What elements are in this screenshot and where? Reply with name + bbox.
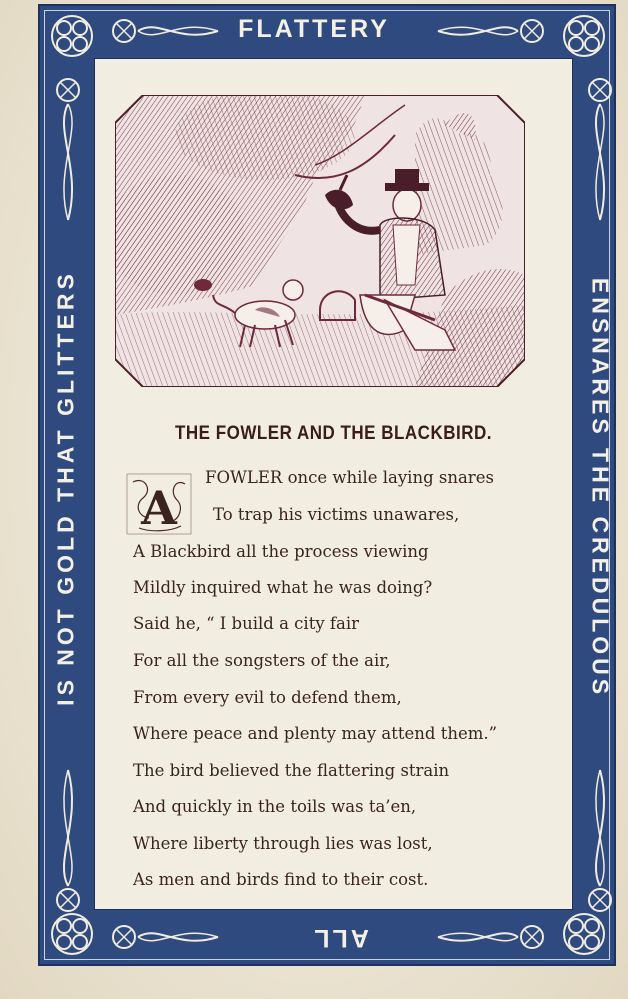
poem-line-1: FOWLER once while laying snares <box>205 468 494 487</box>
poem-line-5: Said he, “ I build a city fair <box>133 614 360 633</box>
fowler-engraving-illustration <box>115 95 525 387</box>
poem-line-12: As men and birds find to their cost. <box>133 870 429 889</box>
poem-line-9: The bird believed the flattering strain <box>133 761 450 780</box>
scroll-ornament-right-upper <box>580 70 620 230</box>
border-right-text: ENSNARES THE CREDULOUS <box>587 277 614 699</box>
scroll-ornament-left-lower <box>48 760 88 920</box>
poem-line-3: A Blackbird all the process viewing <box>133 542 429 561</box>
poem-line-8: Where peace and plenty may attend them.” <box>133 724 498 743</box>
fable-title: THE FOWLER AND THE BLACKBIRD. <box>174 421 492 444</box>
border-left-text: IS NOT GOLD THAT GLITTERS <box>52 270 79 706</box>
poem-line-6: For all the songsters of the air, <box>133 651 391 670</box>
border-bottom-text: ALL <box>311 924 369 952</box>
poem-line-11: Where liberty through lies was lost, <box>133 834 433 853</box>
drop-cap-letter: A <box>141 481 177 535</box>
scroll-ornament-left-upper <box>48 70 88 230</box>
poem-line-4: Mildly inquired what he was doing? <box>133 578 433 597</box>
poem-line-10: And quickly in the toils was ta’en, <box>133 797 417 816</box>
poem-line-7: From every evil to defend them, <box>133 688 402 707</box>
scroll-ornament-right-lower <box>580 760 620 920</box>
border-top-text: FLATTERY <box>238 15 390 43</box>
poem-line-2: To trap his victims unawares, <box>213 505 460 524</box>
drop-cap-ornament <box>125 472 193 536</box>
